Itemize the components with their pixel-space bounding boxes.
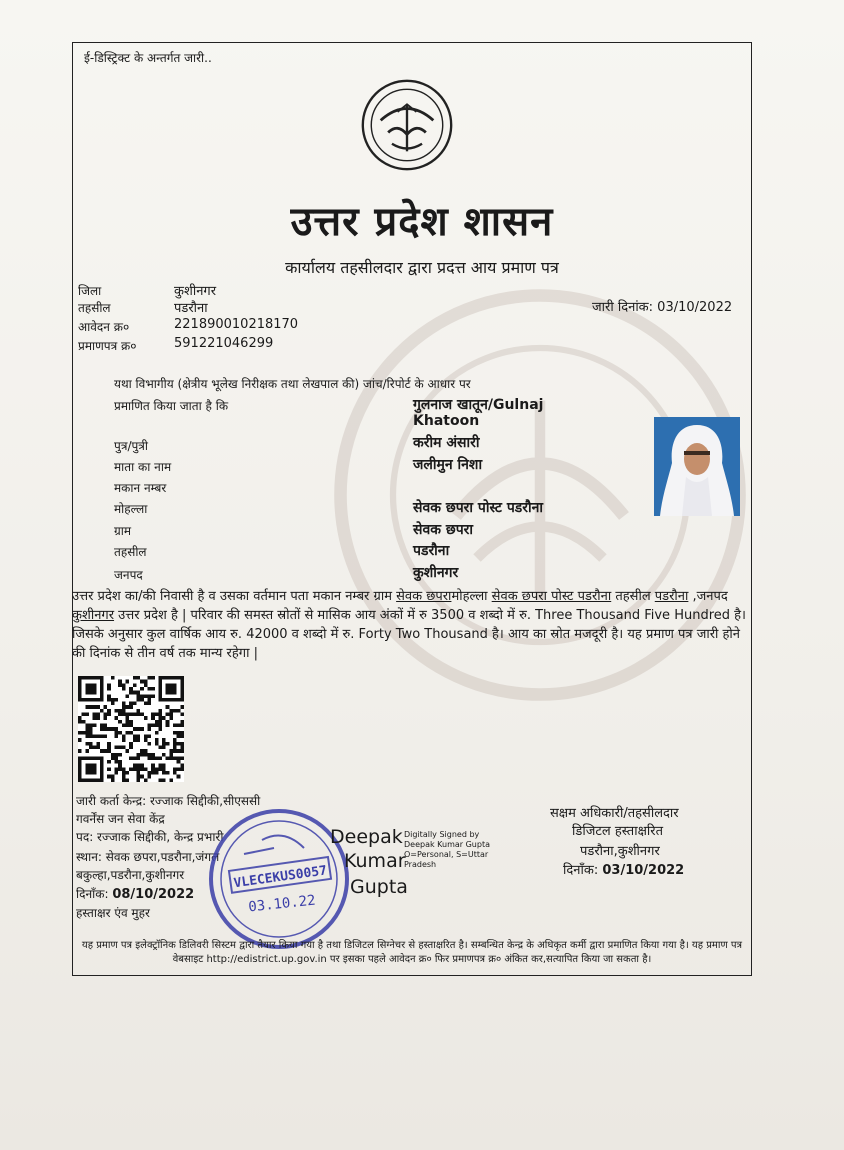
authority-date	[563, 860, 684, 878]
digital-sign-line-4: Pradesh	[404, 860, 437, 869]
application-number: 221890010218170	[174, 317, 299, 332]
mohalla-value: सेवक छपरा पोस्ट पडरौना	[413, 500, 544, 516]
page-subtitle: कार्यालय तहसीलदार द्वारा प्रदत्त आय प्रमाण पत्र	[285, 258, 559, 277]
body-district: कुशीनगर	[72, 608, 115, 623]
digital-sign-line-1: Digitally Signed by	[404, 830, 480, 839]
district-value: कुशीनगर	[174, 284, 217, 299]
stamp-code: VLECEKUS0057	[232, 863, 328, 892]
body-text-5: उत्तर प्रदेश है | परिवार की समस्त स्रोतों से मासिक आय अंकों में रु 3500 व शब्दो में रु. Three Thousand Five Hundred है। जिसके अनुसार कुल वार्षिक आय रु. 42000 व शब्दो में रु. Forty Two Thousand है। आय का स्रोत मजदूरी है। यह प्रमाण पत्र जारी होने की दिनांक से तीन वर्ष तक मान्य रहेगा |	[72, 608, 746, 661]
mother-label: माता का नाम	[114, 460, 172, 474]
intro-line-2: प्रमाणित किया जाता है कि	[114, 399, 229, 413]
issue-date: जारी दिनांक: 03/10/2022	[592, 300, 733, 315]
body-text-4: ,जनपद	[688, 589, 728, 604]
authority-date-value: 03/10/2022	[602, 863, 685, 878]
person-district-label: जनपद	[114, 568, 143, 582]
digital-sign-line-3: O=Personal, S=Uttar	[404, 850, 489, 859]
mother-value: जलीमुन निशा	[413, 457, 483, 473]
signer-name-2: Kumar	[344, 850, 406, 872]
certificate-number: 591221046299	[174, 336, 274, 351]
authority-line-2: डिजिटल हस्ताक्षरित	[572, 824, 663, 839]
body-village: सेवक छपरा	[396, 589, 452, 604]
person-district-value: कुशीनगर	[413, 565, 459, 581]
issuer-line-7: हस्ताक्षर एंव मुहर	[76, 906, 150, 920]
issuer-line-3: पद: रज्जाक सिद्दीकी, केन्द्र प्रभारी	[76, 830, 224, 844]
tehsil-label: तहसील	[78, 301, 111, 315]
holder-name-line-2: Khatoon	[413, 413, 480, 429]
house-label: मकान नम्बर	[114, 481, 167, 495]
village-label: ग्राम	[114, 524, 132, 538]
issuer-line-5: बकुल्हा,पडरौना,कुशीनगर	[76, 868, 185, 882]
body-mohalla: सेवक छपरा पोस्ट पडरौना	[491, 589, 612, 604]
application-label: आवेदन क्र०	[78, 320, 130, 334]
certificate-body	[72, 587, 748, 663]
holder-photo	[654, 417, 740, 516]
issuer-date-label: दिनाँक:	[76, 887, 113, 901]
signer-name-3: Gupta	[350, 876, 408, 898]
person-tehsil-label: तहसील	[114, 545, 147, 559]
certificate-label: प्रमाणपत्र क्र०	[78, 339, 137, 353]
father-value: करीम अंसारी	[413, 435, 480, 451]
issuer-line-1: जारी कर्ता केन्द्र: रज्जाक सिद्दीकी,सीएससी	[76, 794, 261, 808]
body-text-3: तहसील	[611, 589, 655, 604]
issuer-line-4: स्थान: सेवक छपरा,पडरौना,जंगल	[76, 850, 220, 864]
issuer-line-2: गवर्नेंस जन सेवा केंद्र	[76, 812, 165, 826]
page-title: उत्तर प्रदेश शासन	[290, 198, 554, 245]
footer-note: यह प्रमाण पत्र इलेक्ट्रॉनिक डिलिवरी सिस्टम द्वारा तैयार किया गया है तथा डिजिटल सिग्नेचर से हस्ताक्षरित है। सम्बन्धित केन्द्र के अधिकृत कर्मी द्वारा प्रमाणित किया गया है। यह प्रमाण पत्र वेबसाइट http://edistrict.up.gov.in पर इसका पहले आवेदन क्र० फिर प्रमाणपत्र क्र० अंकित कर,सत्यापित किया जा सकता है।	[81, 940, 743, 965]
issuer-date-value: 08/10/2022	[112, 887, 195, 902]
top-note: ई-डिस्ट्रिक्ट के अन्तर्गत जारी..	[84, 51, 212, 65]
authority-date-label: दिनाँक:	[563, 863, 603, 878]
qr-code-icon[interactable]	[78, 676, 184, 782]
tehsil-value: पडरौना	[174, 301, 208, 316]
issuer-date	[76, 885, 194, 902]
digital-sign-line-2: Deepak Kumar Gupta	[404, 840, 490, 849]
authority-line-1: सक्षम अधिकारी/तहसीलदार	[550, 806, 679, 821]
village-value: सेवक छपरा	[413, 522, 473, 538]
intro-line-1: यथा विभागीय (क्षेत्रीय भूलेख निरीक्षक तथा लेखपाल की) जांच/रिपोर्ट के आधार पर	[114, 377, 471, 391]
stamp-date: 03.10.22	[247, 892, 317, 916]
up-government-emblem-icon	[360, 78, 454, 172]
authority-line-3: पडरौना,कुशीनगर	[580, 844, 660, 859]
district-label: जिला	[78, 284, 102, 298]
mohalla-label: मोहल्ला	[114, 502, 148, 516]
person-tehsil-value: पडरौना	[413, 543, 450, 559]
body-text-2: मोहल्ला	[451, 589, 492, 604]
holder-name-line-1: गुलनाज खातून/Gulnaj	[413, 397, 544, 413]
father-label: पुत्र/पुत्री	[114, 439, 149, 453]
signer-name-1: Deepak	[330, 826, 403, 848]
body-text-1: उत्तर प्रदेश का/की निवासी है व उसका वर्तमान पता मकान नम्बर ग्राम	[72, 589, 397, 604]
body-tehsil: पडरौना	[654, 589, 689, 604]
